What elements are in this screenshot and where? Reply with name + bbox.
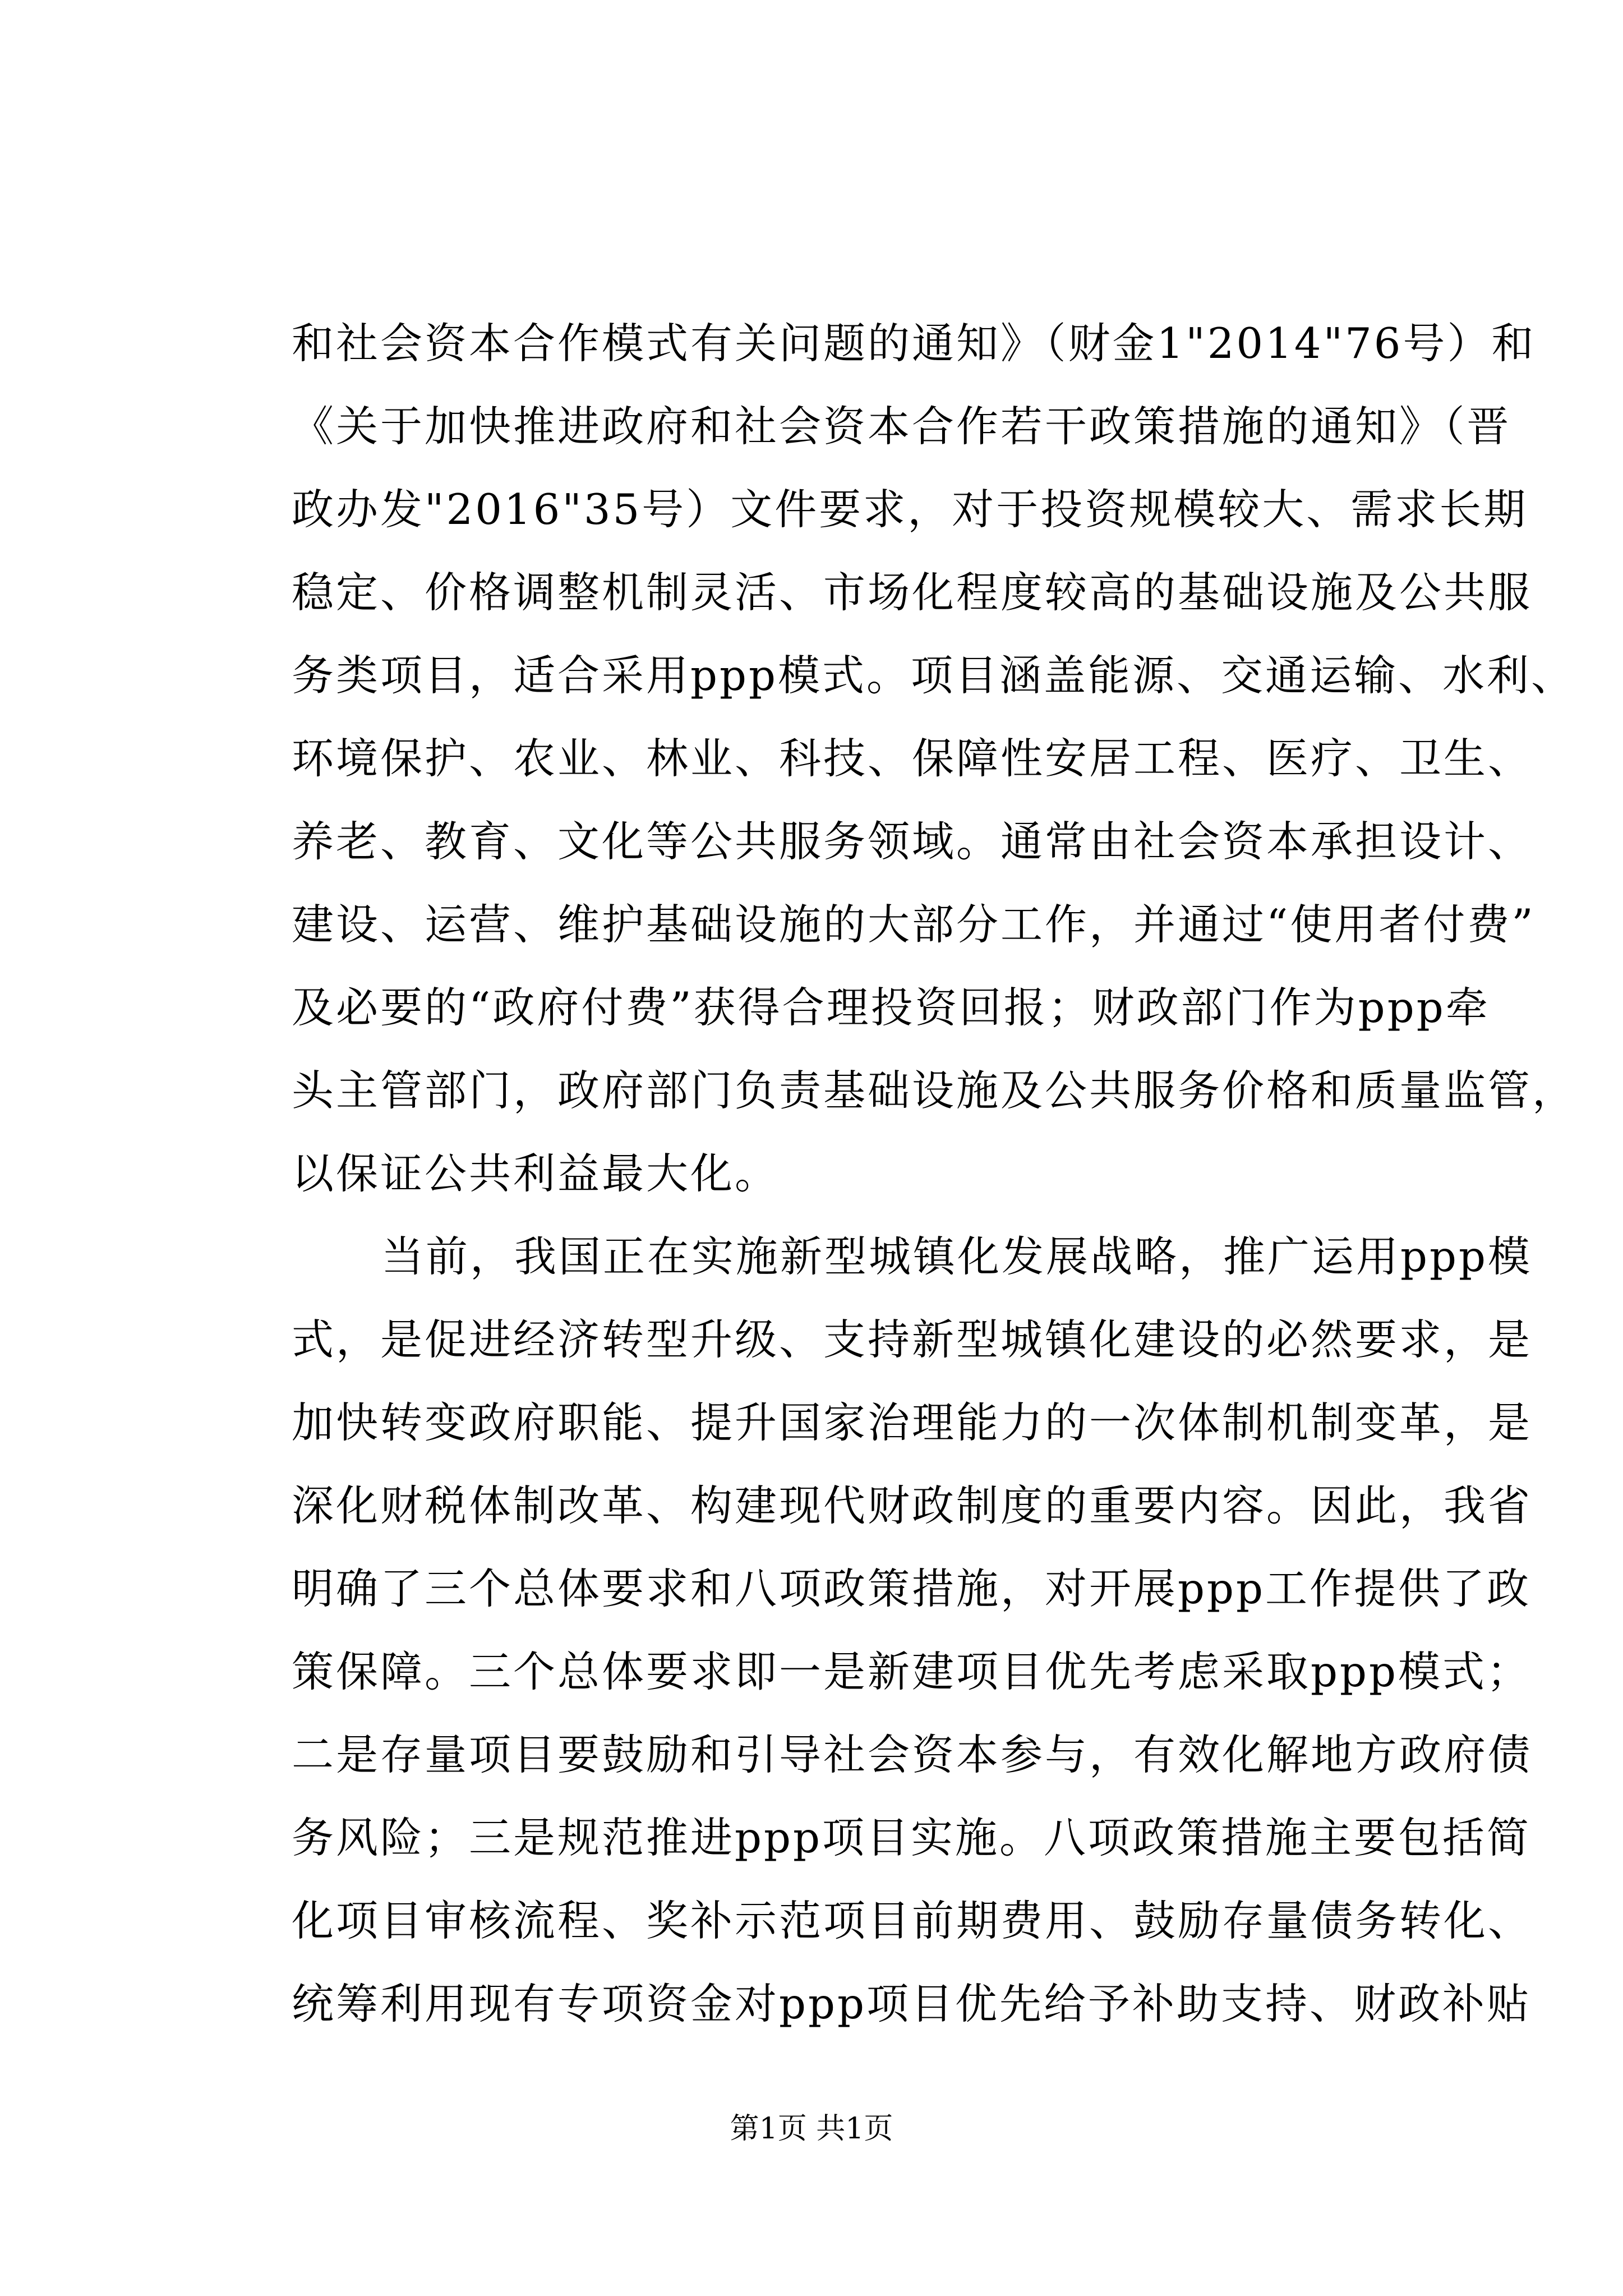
- paragraph-first-line: 当前，我国正在实施新型城镇化发展战略，推广运用ppp模: [381, 1232, 1533, 1281]
- page-number: 第1页 共1页: [730, 2112, 893, 2146]
- text-line: 深化财税体制改革、构建现代财政制度的重要内容。因此，我省: [292, 1481, 1533, 1530]
- text-line: 建设、运营、维护基础设施的大部分工作，并通过“使用者付费”: [292, 900, 1536, 949]
- text-line: 策保障。三个总体要求即一是新建项目优先考虑采取ppp模式；: [292, 1647, 1532, 1696]
- text-line: 务风险；三是规范推进ppp项目实施。八项政策措施主要包括简: [292, 1813, 1532, 1862]
- text-line: 务类项目，适合采用ppp模式。项目涵盖能源、交通运输、水利、: [292, 651, 1576, 700]
- text-line: 稳定、价格调整机制灵活、市场化程度较高的基础设施及公共服: [292, 568, 1533, 617]
- text-line: 二是存量项目要鼓励和引导社会资本参与，有效化解地方政府债: [292, 1730, 1533, 1779]
- text-line: 环境保护、农业、林业、科技、保障性安居工程、医疗、卫生、: [292, 734, 1533, 783]
- text-line: 加快转变政府职能、提升国家治理能力的一次体制机制变革，是: [292, 1398, 1533, 1447]
- text-line: 和社会资本合作模式有关问题的通知》（财金1"2014"76号）和: [292, 319, 1536, 368]
- text-line: 化项目审核流程、奖补示范项目前期费用、鼓励存量债务转化、: [292, 1896, 1533, 1945]
- text-line: 政办发"2016"35号）文件要求，对于投资规模较大、需求长期: [292, 485, 1528, 534]
- body-text: [292, 302, 1577, 2045]
- text-line: 及必要的“政府付费”获得合理投资回报；财政部门作为ppp牵: [292, 983, 1490, 1032]
- text-line: 养老、教育、文化等公共服务领域。通常由社会资本承担设计、: [292, 817, 1533, 866]
- text-line: 以保证公共利益最大化。: [292, 1149, 780, 1198]
- text-line: 明确了三个总体要求和八项政策措施，对开展ppp工作提供了政: [292, 1564, 1532, 1613]
- page-footer: [0, 2109, 1623, 2148]
- text-line: 统筹利用现有专项资金对ppp项目优先给予补助支持、财政补贴: [292, 1979, 1532, 2028]
- text-line: 头主管部门，政府部门负责基础设施及公共服务价格和质量监管，: [292, 1066, 1577, 1115]
- text-line: 《关于加快推进政府和社会资本合作若干政策措施的通知》（晋: [292, 402, 1511, 451]
- text-line: 式，是促进经济转型升级、支持新型城镇化建设的必然要求，是: [292, 1315, 1533, 1364]
